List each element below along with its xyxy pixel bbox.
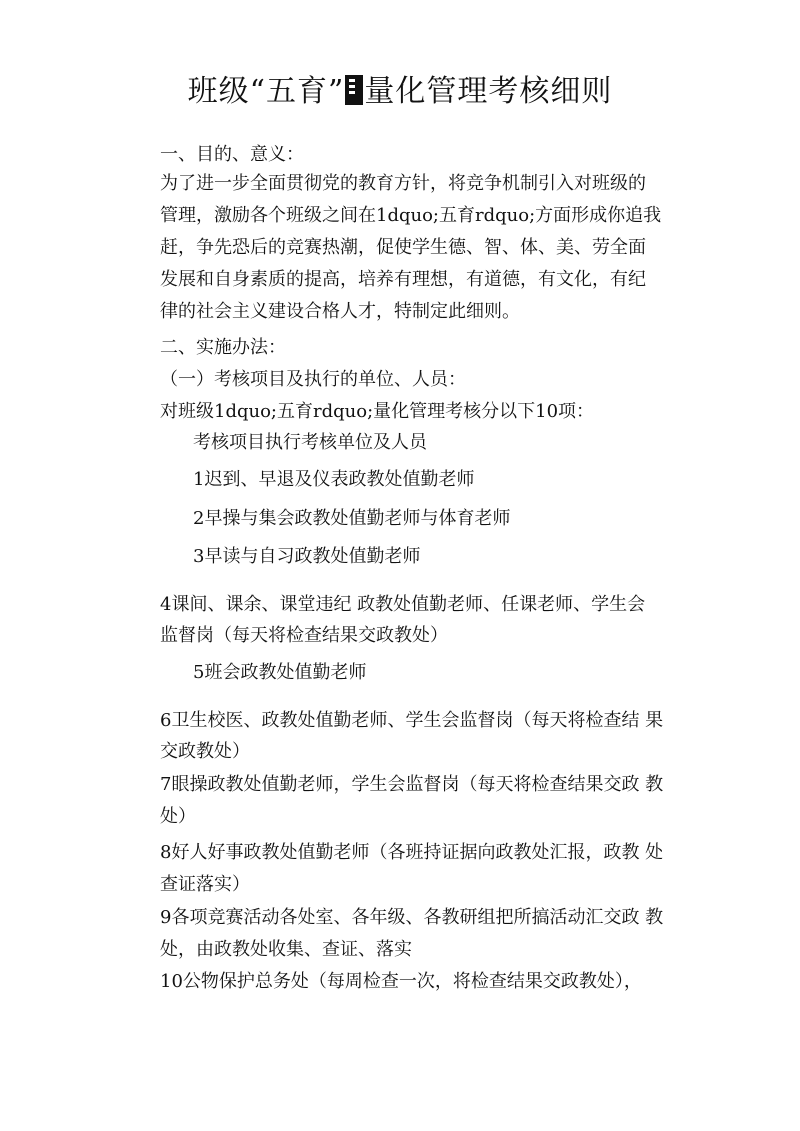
title-obscured-glyph	[345, 75, 363, 105]
title-part-2: 量化管理考核细则	[364, 74, 613, 109]
table-header: 考核项目执行考核单位及人员	[193, 432, 427, 453]
title-part-1: 班级“五育”	[187, 74, 345, 109]
list-item-2: 2早操与集会政教处值勤老师与体育老师	[193, 508, 511, 529]
list-item-10: 10公物保护总务处（每周检查一次，将检查结果交政教处），	[160, 971, 642, 992]
section1-paragraph	[160, 168, 685, 328]
paragraph-line: 发展和自身素质的提高，培养有理想，有道德，有文化，有纪	[160, 269, 646, 290]
paragraph-line: 律的社会主义建设合格人才，特制定此细则。	[160, 301, 520, 322]
list-item-7-line2: 处）	[160, 806, 196, 827]
section1-heading: 一、目的、意义：	[160, 144, 304, 165]
list-item-6-line2: 交政教处）	[160, 741, 250, 762]
paragraph-line: 为了进一步全面贯彻党的教育方针，将竞争机制引入对班级的	[160, 173, 646, 194]
list-item-5: 5班会政教处值勤老师	[193, 662, 367, 683]
list-item-4-line1: 4课间、课余、课堂违纪 政教处值勤老师、任课老师、学生会	[160, 594, 646, 615]
list-item-4-line2: 监督岗（每天将检查结果交政教处）	[160, 625, 448, 646]
subsection1-heading: （一）考核项目及执行的单位、人员：	[160, 369, 466, 390]
list-item-1: 1迟到、早退及仪表政教处值勤老师	[193, 469, 475, 490]
document-title	[0, 66, 800, 110]
list-item-7-line1: 7眼操政教处值勤老师，学生会监督岗（每天将检查结果交政 教	[160, 774, 664, 795]
intro-line: 对班级1dquo;五育rdquo;量化管理考核分以下10项：	[160, 401, 595, 422]
list-item-8-line2: 查证落实）	[160, 874, 250, 895]
list-item-9-line2: 处，由政教处收集、查证、落实	[160, 939, 412, 960]
paragraph-line: 管理，激励各个班级之间在1dquo;五育rdquo;方面形成你追我	[160, 205, 662, 226]
list-item-3: 3早读与自习政教处值勤老师	[193, 546, 421, 567]
list-item-6-line1: 6卫生校医、政教处值勤老师、学生会监督岗（每天将检查结 果	[160, 710, 664, 731]
list-item-8-line1: 8好人好事政教处值勤老师（各班持证据向政教处汇报，政教 处	[160, 842, 664, 863]
section2-heading: 二、实施办法：	[160, 337, 286, 358]
paragraph-line: 赶，争先恐后的竞赛热潮，促使学生德、智、体、美、劳全面	[160, 237, 646, 258]
list-item-9-line1: 9各项竞赛活动各处室、各年级、各教研组把所搞活动汇交政 教	[160, 907, 664, 928]
